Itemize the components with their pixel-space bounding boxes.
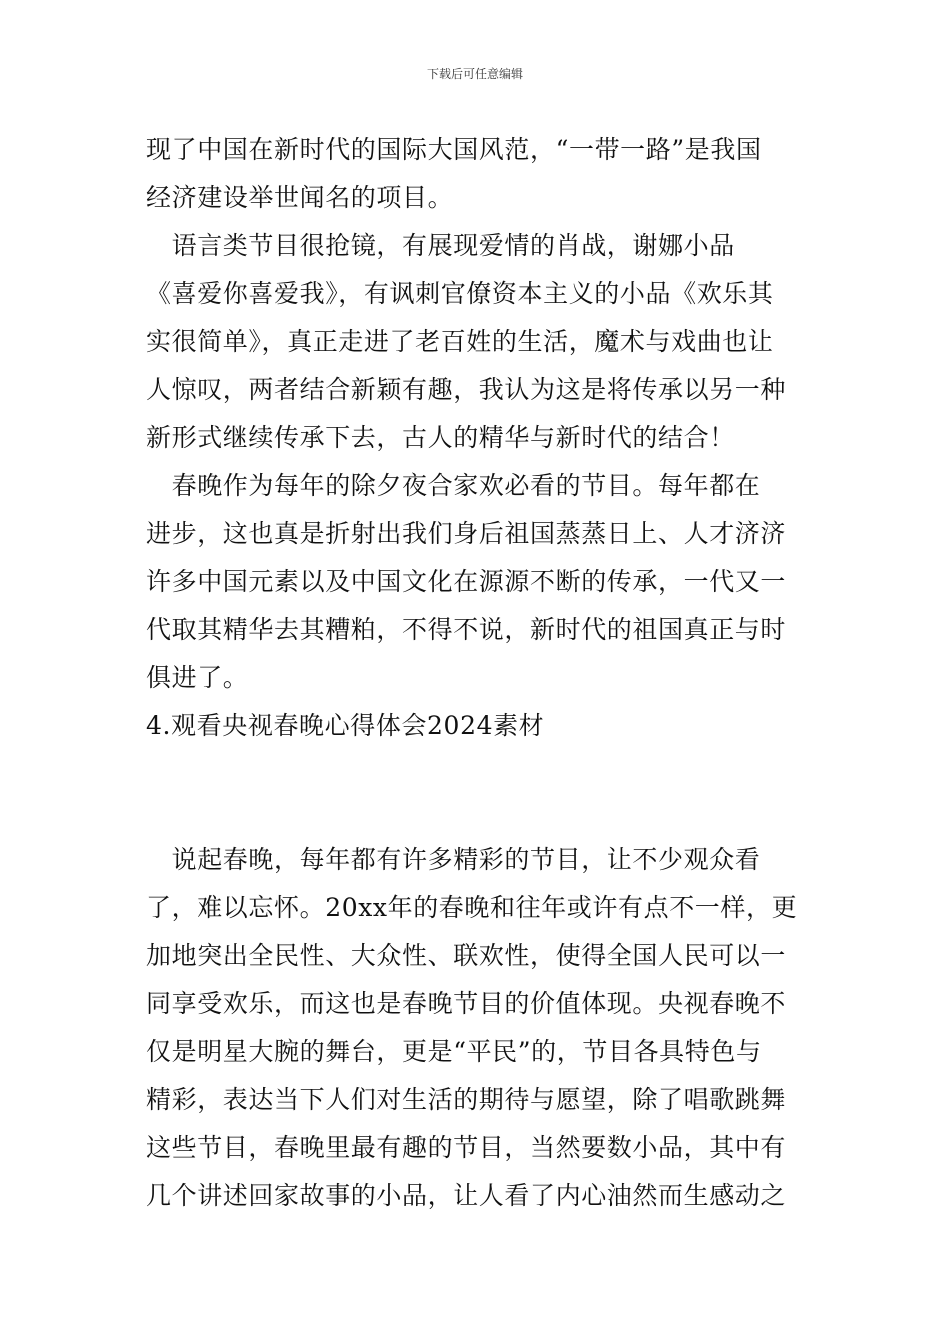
text-line: 加地突出全民性、大众性、联欢性，使得全国人民可以一: [146, 941, 787, 970]
text-line: 《喜爱你喜爱我》，有讽刺官僚资本主义的小品《欢乐其: [146, 279, 774, 308]
text-line: 实很简单》，真正走进了老百姓的生活，魔术与戏曲也让: [146, 327, 774, 356]
document-body: [146, 126, 810, 1220]
text-line: 春晚作为每年的除夕夜合家欢必看的节目。每年都在: [146, 471, 761, 500]
text-line: 同享受欢乐，而这也是春晚节目的价值体现。央视春晚不: [146, 989, 787, 1018]
text-line: 精彩，表达当下人们对生活的期待与愿望，除了唱歌跳舞: [146, 1085, 787, 1114]
text-line: 俱进了。: [146, 663, 249, 692]
text-line: 仅是明星大腕的舞台，更是“平民”的，节目各具特色与: [146, 1037, 762, 1066]
text-line: 许多中国元素以及中国文化在源源不断的传承，一代又一: [146, 567, 787, 596]
text-line: 进步，这也真是折射出我们身后祖国蒸蒸日上、人才济济: [146, 519, 787, 548]
section-heading: 4.观看央视春晚心得体会2024素材: [146, 711, 545, 740]
text-line: 说起春晚，每年都有许多精彩的节目，让不少观众看: [146, 845, 761, 874]
text-line: 人惊叹，两者结合新颖有趣，我认为这是将传承以另一种: [146, 375, 787, 404]
text-line: 这些节目，春晚里最有趣的节目，当然要数小品，其中有: [146, 1133, 787, 1162]
text-line: 经济建设举世闻名的项目。: [146, 183, 454, 212]
section-spacer: [146, 750, 810, 836]
text-line: 几个讲述回家故事的小品，让人看了内心油然而生感动之: [146, 1181, 787, 1210]
text-line: 了，难以忘怀。20xx年的春晚和往年或许有点不一样，更: [146, 893, 798, 922]
text-line: 代取其精华去其糟粕，不得不说，新时代的祖国真正与时: [146, 615, 787, 644]
text-line: 现了中国在新时代的国际大国风范，“一带一路”是我国: [146, 135, 762, 164]
text-line: 新形式继续传承下去，古人的精华与新时代的结合！: [146, 423, 735, 452]
page-header-note: 下载后可任意编辑: [426, 67, 523, 81]
text-line: 语言类节目很抢镜，有展现爱情的肖战，谢娜小品: [146, 231, 735, 260]
